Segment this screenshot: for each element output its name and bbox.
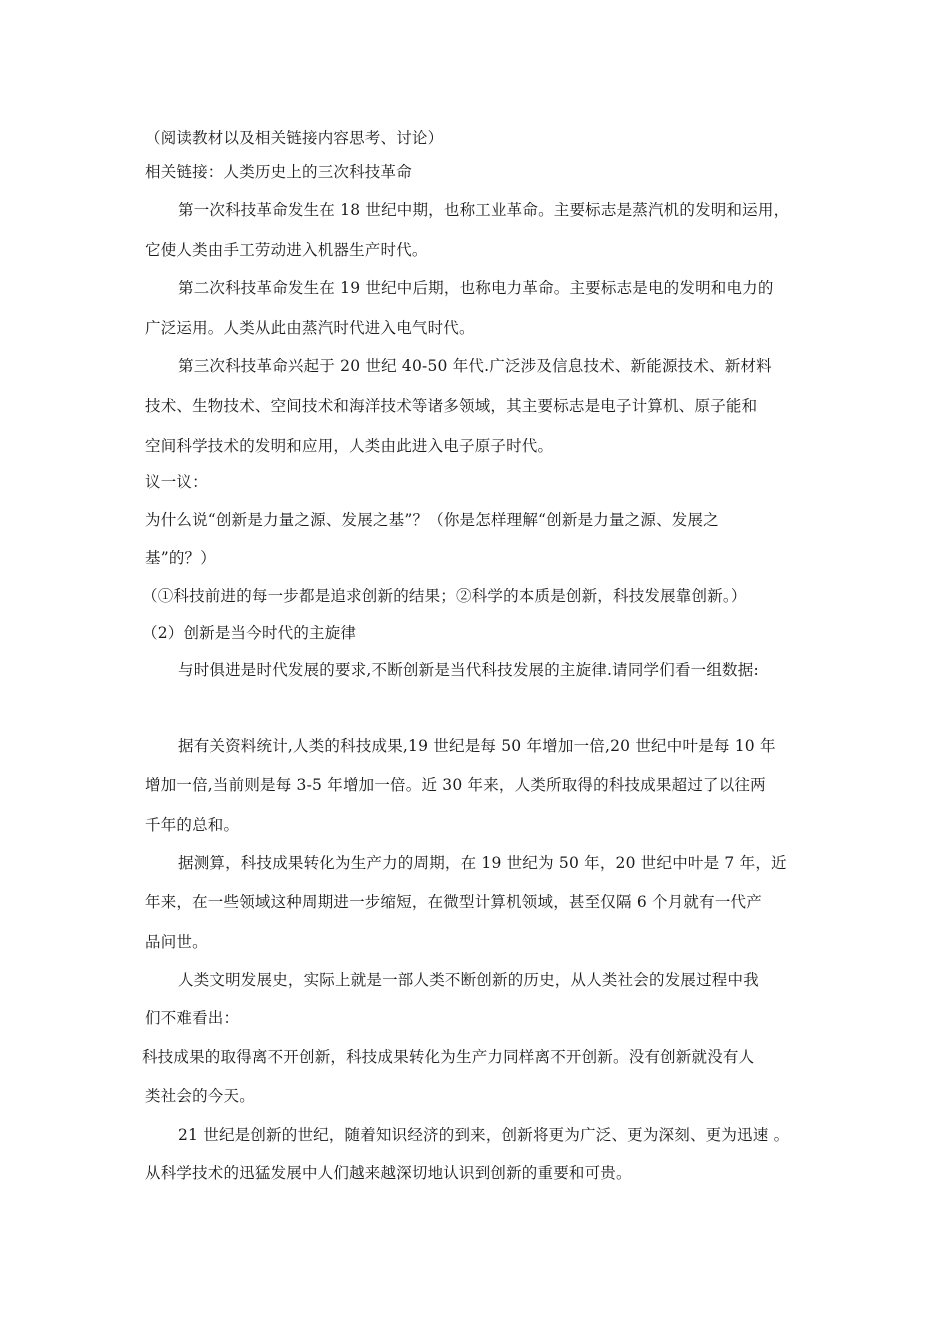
paragraph-line: 据测算，科技成果转化为生产力的周期，在 19 世纪为 50 年，20 世纪中叶是 7 年，近 bbox=[178, 854, 787, 872]
paragraph-line: 广泛运用。人类从此由蒸汽时代进入电气时代。 bbox=[145, 319, 475, 337]
paragraph-line: 21 世纪是创新的世纪，随着知识经济的到来，创新将更为广泛、更为深刻、更为迅速 。 bbox=[178, 1126, 790, 1144]
paragraph-line: 增加一倍,当前则是每 3-5 年增加一倍。近 30 年来，人类所取得的科技成果超过了以往两 bbox=[145, 776, 766, 794]
reading-instruction: （阅读教材以及相关链接内容思考、讨论） bbox=[145, 129, 444, 147]
paragraph-line: 与时俱进是时代发展的要求,不断创新是当代科技发展的主旋律.请同学们看一组数据: bbox=[178, 661, 759, 679]
paragraph-line: 科技成果的取得离不开创新，科技成果转化为生产力同样离不开创新。没有创新就没有人 bbox=[142, 1048, 755, 1066]
related-link-heading: 相关链接：人类历史上的三次科技革命 bbox=[145, 163, 412, 181]
paragraph-line: 人类文明发展史，实际上就是一部人类不断创新的历史，从人类社会的发展过程中我 bbox=[178, 971, 759, 989]
paragraph-line: 技术、生物技术、空间技术和海洋技术等诸多领域，其主要标志是电子计算机、原子能和 bbox=[145, 397, 758, 415]
question-line: 为什么说“创新是力量之源、发展之基”？（你是怎样理解“创新是力量之源、发展之 bbox=[145, 511, 719, 529]
paragraph-line: 类社会的今天。 bbox=[145, 1087, 255, 1105]
question-line: 基”的？） bbox=[145, 549, 216, 567]
paragraph-line: 它使人类由手工劳动进入机器生产时代。 bbox=[145, 241, 428, 259]
paragraph-line: 年来，在一些领域这种周期进一步缩短，在微型计算机领域，甚至仅隔 6 个月就有一代产 bbox=[145, 893, 762, 911]
paragraph-line: 空间科学技术的发明和应用，人类由此进入电子原子时代。 bbox=[145, 437, 554, 455]
paragraph-line: 第三次科技革命兴起于 20 世纪 40-50 年代.广泛涉及信息技术、新能源技术、新材料 bbox=[178, 357, 772, 375]
paragraph-line: 第一次科技革命发生在 18 世纪中期，也称工业革命。主要标志是蒸汽机的发明和运用， bbox=[178, 201, 790, 219]
answer-line: （①科技前进的每一步都是追求创新的结果；②科学的本质是创新，科技发展靠创新。） bbox=[142, 587, 747, 605]
paragraph-line: 第二次科技革命发生在 19 世纪中后期，也称电力革命。主要标志是电的发明和电力的 bbox=[178, 279, 774, 297]
paragraph-line: 据有关资料统计,人类的科技成果,19 世纪是每 50 年增加一倍,20 世纪中叶是每 10 年 bbox=[178, 737, 776, 755]
paragraph-line: 品问世。 bbox=[145, 933, 208, 951]
section-heading: （2）创新是当今时代的主旋律 bbox=[142, 624, 357, 642]
paragraph-line: 千年的总和。 bbox=[145, 816, 240, 834]
paragraph-line: 们不难看出： bbox=[145, 1009, 240, 1027]
paragraph-line: 从科学技术的迅猛发展中人们越来越深切地认识到创新的重要和可贵。 bbox=[145, 1164, 632, 1182]
discussion-heading: 议一议： bbox=[145, 473, 208, 491]
